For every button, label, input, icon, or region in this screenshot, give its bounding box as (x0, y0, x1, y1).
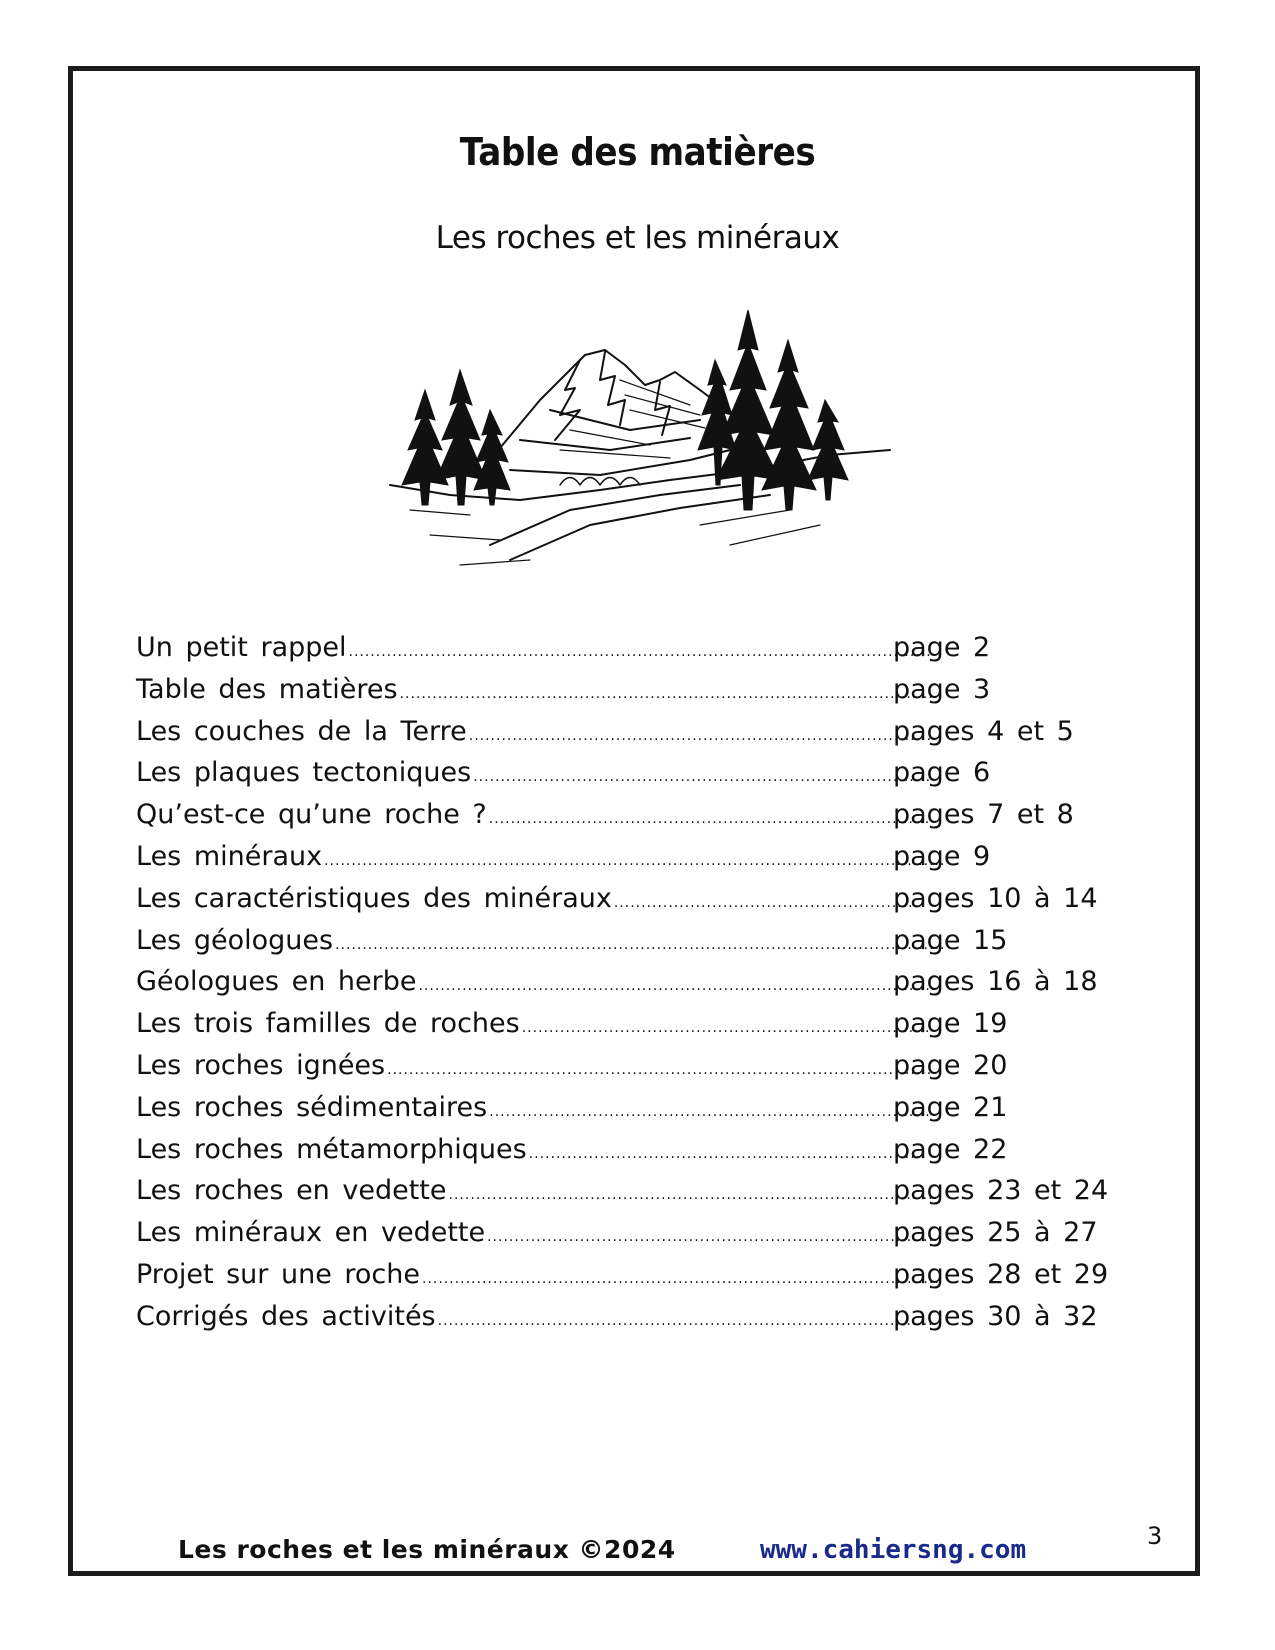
toc-entry-label: Les roches en vedette (136, 1175, 447, 1207)
toc-entry (136, 1217, 1116, 1259)
toc-entry (136, 925, 1116, 967)
toc-entry-label: Corrigés des activités (136, 1300, 436, 1332)
toc-entry-label: Les minéraux (136, 840, 323, 872)
toc-entry (136, 1259, 1116, 1301)
toc-entry-page: page 20 (893, 1049, 1008, 1081)
toc-entry-label: Les caractéristiques des minéraux (136, 882, 612, 914)
page-subtitle: Les roches et les minéraux (435, 220, 840, 256)
toc-leader-dots: ..................................................................................... (468, 727, 933, 744)
toc-entry-label: Qu’est-ce qu’une roche ? (136, 799, 487, 831)
toc-entry-page: page 19 (893, 1008, 1008, 1040)
toc-entry (136, 1092, 1116, 1134)
toc-entry (136, 799, 1116, 841)
toc-entry-page: page 15 (893, 924, 1008, 956)
toc-leader-dots: ......................................................................... (528, 1145, 927, 1162)
toc-entry (136, 1050, 1116, 1092)
table-of-contents (136, 632, 1116, 1343)
toc-entry (136, 1175, 1116, 1217)
toc-entry-label: Table des matières (136, 673, 398, 705)
toc-leader-dots: ......................................................................................... (448, 1187, 934, 1204)
toc-entry-label: Les roches sédimentaires (136, 1091, 488, 1123)
toc-entry-page: page 2 (893, 632, 991, 663)
toc-entry (136, 632, 1116, 674)
toc-entry-label: Géologues en herbe (136, 966, 417, 998)
toc-leader-dots: ............................................................................................... (418, 978, 937, 995)
toc-entry-label: Projet sur une roche (136, 1258, 420, 1290)
toc-entry-page: pages 25 à 27 (893, 1217, 1098, 1249)
toc-leader-dots: ................................................................................................... (399, 685, 940, 702)
toc-entry (136, 883, 1116, 925)
page-title: Table des matières (459, 130, 816, 174)
toc-entry (136, 841, 1116, 883)
toc-leader-dots: ........................................................................................... (437, 1312, 934, 1329)
toc-leader-dots: ...................................................................................................... (387, 1061, 944, 1078)
toc-leader-dots: ................................................................................. (489, 1103, 931, 1120)
toc-leader-dots: ........................................................ (613, 894, 920, 911)
toc-entry-label: Les roches métamorphiques (136, 1133, 527, 1165)
toc-entry-page: page 3 (893, 673, 991, 705)
toc-entry-page: pages 23 et 24 (893, 1175, 1109, 1207)
toc-leader-dots: ........................................................................... (521, 1020, 931, 1037)
toc-leader-dots: ............................................................................................................. (348, 644, 943, 660)
toc-entry (136, 757, 1116, 799)
toc-entry-page: pages 10 à 14 (893, 882, 1098, 914)
toc-leader-dots: ................................................................................................................ (335, 936, 946, 953)
toc-entry-label: Les trois familles de roches (136, 1008, 520, 1040)
toc-entry-page: pages 16 à 18 (893, 966, 1098, 998)
toc-entry-label: Un petit rappel (136, 632, 347, 663)
toc-entry (136, 1008, 1116, 1050)
toc-entry-page: page 22 (893, 1133, 1008, 1165)
toc-entry-page: page 9 (893, 840, 991, 872)
toc-entry (136, 966, 1116, 1008)
toc-entry-page: pages 28 et 29 (893, 1258, 1109, 1290)
toc-entry-page: pages 4 et 5 (893, 715, 1074, 747)
page-number: 3 (1147, 1522, 1163, 1550)
toc-entry-label: Les minéraux en vedette (136, 1217, 486, 1249)
footer-title: Les roches et les minéraux ©2024 (178, 1535, 676, 1564)
toc-leader-dots: ............................................................................................... (422, 1270, 940, 1287)
toc-entry-page: pages 30 à 32 (893, 1300, 1098, 1332)
toc-entry-label: Les roches ignées (136, 1049, 386, 1081)
toc-entry (136, 1301, 1116, 1343)
toc-entry-label: Les géologues (136, 924, 334, 956)
toc-entry-label: Les plaques tectoniques (136, 757, 472, 789)
toc-leader-dots: .................................................................................. (487, 1229, 935, 1246)
toc-entry-page: page 21 (893, 1091, 1008, 1123)
toc-entry (136, 1134, 1116, 1176)
footer-website-link[interactable]: www.cahiersng.com (760, 1535, 1027, 1565)
toc-entry-label: Les couches de la Terre (136, 715, 467, 747)
toc-entry (136, 716, 1116, 758)
toc-leader-dots: .................................................................................... (473, 769, 932, 786)
toc-leader-dots: .................................................................................................................. (324, 852, 946, 869)
toc-leader-dots: ................................................................................. (488, 811, 931, 828)
toc-entry (136, 674, 1116, 716)
toc-entry-page: page 6 (893, 757, 991, 789)
mountain-landscape-icon (370, 310, 910, 580)
toc-entry-page: pages 7 et 8 (893, 799, 1074, 831)
